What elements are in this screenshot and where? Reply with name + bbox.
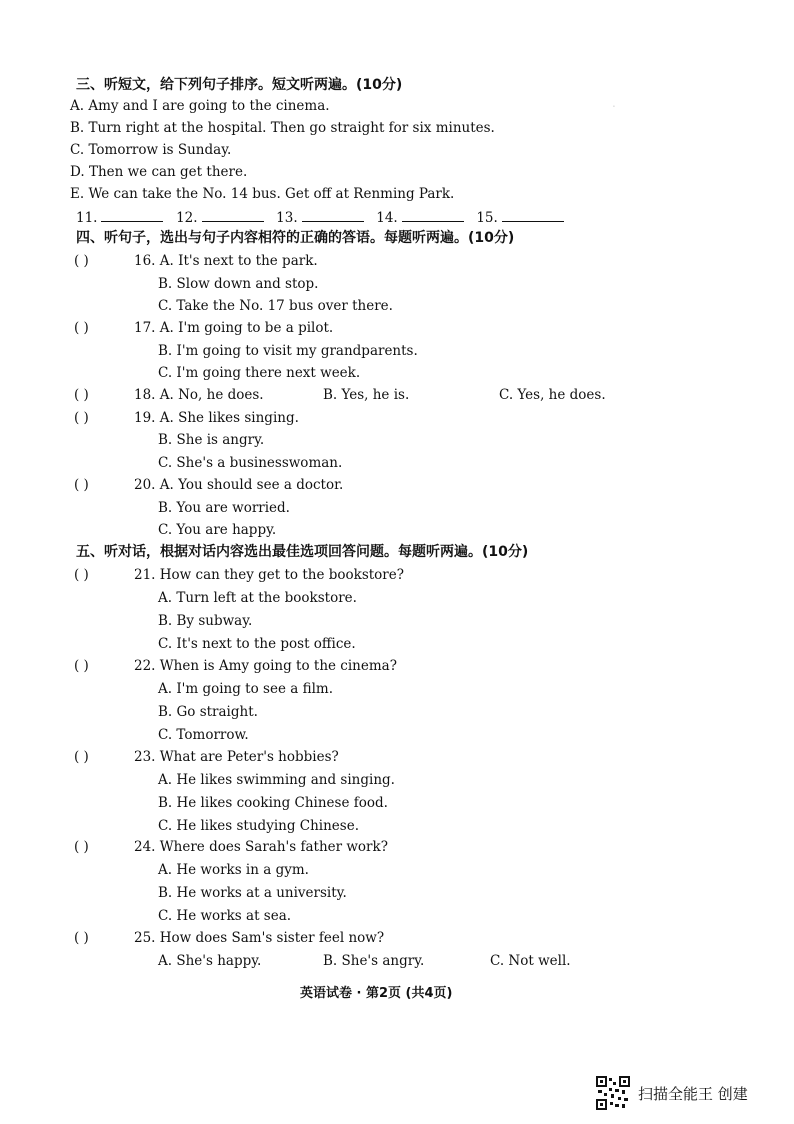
question-20: ( ) 20. A. You should see a doctor. bbox=[74, 477, 344, 493]
scanner-watermark: 扫描全能王 创建 bbox=[638, 1085, 748, 1103]
answer-blank-15[interactable] bbox=[502, 207, 564, 222]
answer-paren-22[interactable]: ( ) bbox=[74, 658, 89, 674]
section3-item-d: D. Then we can get there. bbox=[70, 164, 248, 180]
section4-title: 四、听句子，选出与句子内容相符的正确的答语。每题听两遍。(10分) bbox=[76, 230, 515, 246]
answer-paren-24[interactable]: ( ) bbox=[74, 839, 89, 855]
section5-title: 五、听对话，根据对话内容选出最佳选项回答问题。每题听两遍。(10分) bbox=[76, 544, 529, 560]
answer-blank-11[interactable] bbox=[101, 207, 163, 222]
answer-paren-20[interactable]: ( ) bbox=[74, 477, 89, 493]
option-22c: C. Tomorrow. bbox=[158, 727, 249, 743]
section3-item-a: A. Amy and I are going to the cinema. bbox=[70, 98, 330, 114]
option-17b: B. I'm going to visit my grandparents. bbox=[158, 343, 418, 359]
answer-paren-18[interactable]: ( ) bbox=[74, 387, 89, 403]
answer-paren-21[interactable]: ( ) bbox=[74, 567, 89, 583]
answer-paren-25[interactable]: ( ) bbox=[74, 930, 89, 946]
option-18b: B. Yes, he is. bbox=[323, 387, 410, 403]
option-23c: C. He likes studying Chinese. bbox=[158, 818, 360, 834]
answer-paren-23[interactable]: ( ) bbox=[74, 749, 89, 765]
question-19: ( ) 19. A. She likes singing. bbox=[74, 410, 299, 426]
answer-paren-16[interactable]: ( ) bbox=[74, 253, 89, 269]
option-19b: B. She is angry. bbox=[158, 432, 265, 448]
blank-label-15: 15. bbox=[476, 210, 498, 226]
option-25b: B. She's angry. bbox=[323, 953, 425, 969]
question-22: ( ) 22. When is Amy going to the cinema? bbox=[74, 658, 397, 674]
blank-label-14: 14. bbox=[376, 210, 398, 226]
question-24: ( ) 24. Where does Sarah's father work? bbox=[74, 839, 388, 855]
option-17c: C. I'm going there next week. bbox=[158, 365, 361, 381]
question-23: ( ) 23. What are Peter's hobbies? bbox=[74, 749, 339, 765]
option-25a: A. She's happy. bbox=[158, 953, 262, 969]
bleed-through-text: . bbox=[612, 96, 616, 110]
option-22a: A. I'm going to see a film. bbox=[158, 681, 333, 697]
option-21b: B. By subway. bbox=[158, 613, 253, 629]
blank-label-13: 13. bbox=[276, 210, 298, 226]
answer-blank-14[interactable] bbox=[402, 207, 464, 222]
option-20b: B. You are worried. bbox=[158, 500, 290, 516]
blank-label-11: 11. bbox=[76, 210, 98, 226]
option-24a: A. He works in a gym. bbox=[158, 862, 309, 878]
qr-code-icon bbox=[596, 1076, 630, 1110]
option-20c: C. You are happy. bbox=[158, 522, 277, 538]
option-18c: C. Yes, he does. bbox=[499, 387, 606, 403]
option-16b: B. Slow down and stop. bbox=[158, 276, 319, 292]
section3-answer-blanks bbox=[76, 207, 568, 227]
answer-blank-12[interactable] bbox=[202, 207, 264, 222]
answer-blank-13[interactable] bbox=[302, 207, 364, 222]
question-17: ( ) 17. A. I'm going to be a pilot. bbox=[74, 320, 334, 336]
blank-label-12: 12. bbox=[176, 210, 198, 226]
option-21c: C. It's next to the post office. bbox=[158, 636, 356, 652]
option-21a: A. Turn left at the bookstore. bbox=[158, 590, 357, 606]
question-16: ( ) 16. A. It's next to the park. bbox=[74, 253, 318, 269]
section3-item-e: E. We can take the No. 14 bus. Get off at Renming Park. bbox=[70, 186, 455, 202]
page-footer: 英语试卷 · 第2页 (共4页) bbox=[300, 986, 453, 1001]
question-18: ( ) 18. A. No, he does. bbox=[74, 387, 264, 403]
option-23a: A. He likes swimming and singing. bbox=[158, 772, 395, 788]
option-25c: C. Not well. bbox=[490, 953, 571, 969]
question-25: ( ) 25. How does Sam's sister feel now? bbox=[74, 930, 385, 946]
option-22b: B. Go straight. bbox=[158, 704, 258, 720]
section3-item-c: C. Tomorrow is Sunday. bbox=[70, 142, 232, 158]
question-21: ( ) 21. How can they get to the bookstore? bbox=[74, 567, 404, 583]
answer-paren-19[interactable]: ( ) bbox=[74, 410, 89, 426]
option-24c: C. He works at sea. bbox=[158, 908, 292, 924]
answer-paren-17[interactable]: ( ) bbox=[74, 320, 89, 336]
option-19c: C. She's a businesswoman. bbox=[158, 455, 343, 471]
option-24b: B. He works at a university. bbox=[158, 885, 347, 901]
section3-item-b: B. Turn right at the hospital. Then go straight for six minutes. bbox=[70, 120, 495, 136]
option-23b: B. He likes cooking Chinese food. bbox=[158, 795, 388, 811]
section3-title: 三、听短文，给下列句子排序。短文听两遍。(10分) bbox=[76, 77, 403, 93]
option-16c: C. Take the No. 17 bus over there. bbox=[158, 298, 393, 314]
